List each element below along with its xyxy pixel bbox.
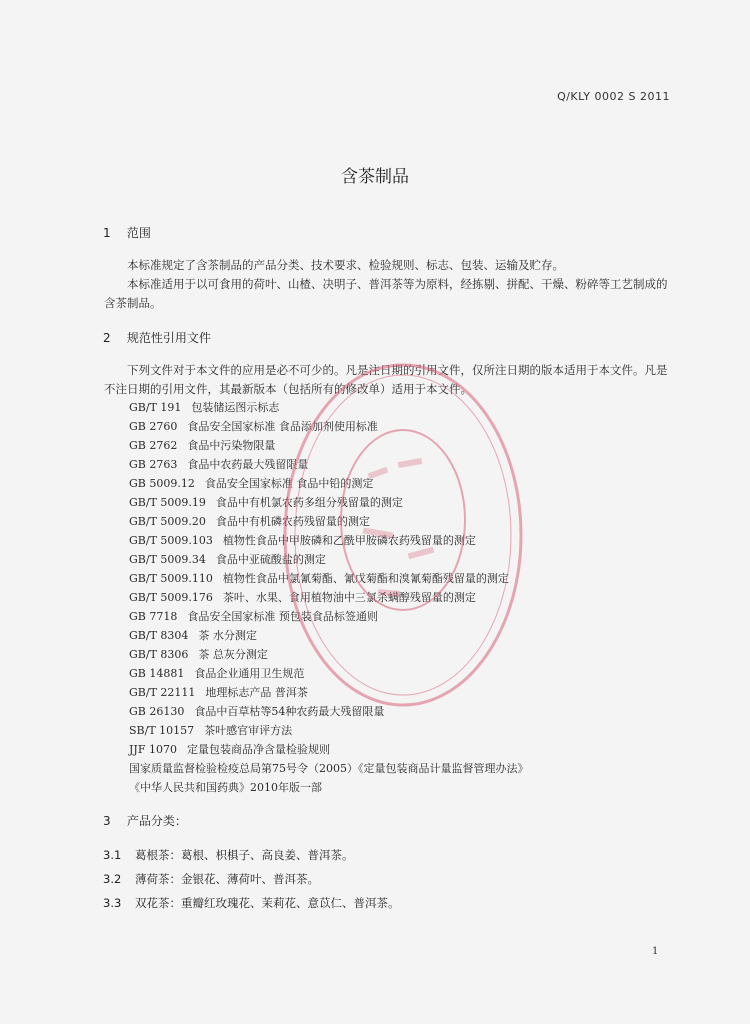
scope-paragraph-1: [104, 256, 671, 275]
reference-code: GB/T 5009.103: [129, 534, 213, 547]
classification-text: 双花茶：重瓣红玫瑰花、茉莉花、意苡仁、普洱茶。: [135, 896, 400, 910]
reference-title: 地理标志产品 普洱茶: [205, 686, 308, 699]
document-title: 含茶制品: [341, 167, 409, 187]
reference-title: 食品安全国家标准 食品添加剂使用标准: [187, 420, 378, 433]
reference-code: JJF 1070: [129, 743, 177, 756]
reference-code: GB 5009.12: [129, 477, 195, 490]
reference-code: GB/T 8304: [129, 629, 189, 642]
reference-extra-text: 《中华人民共和国药典》2010年版一部: [129, 781, 322, 794]
reference-title: 植物性食品中氯氰菊酯、氰戊菊酯和溴氰菊酯残留量的测定: [222, 572, 509, 585]
reference-title: 食品中有机氯农药多组分残留量的测定: [215, 496, 403, 509]
section-3-heading: [103, 812, 187, 829]
reference-item: [129, 626, 529, 645]
reference-code: GB 14881: [129, 667, 185, 680]
reference-extra: [129, 778, 529, 797]
section-title: 产品分类：: [126, 814, 187, 828]
classification-number: 3.2: [103, 872, 122, 886]
reference-item: [129, 683, 529, 702]
reference-item: [129, 569, 529, 588]
reference-title: 食品中有机磷农药残留量的测定: [215, 515, 370, 528]
reference-title: 茶叶感官审评方法: [204, 724, 293, 737]
reference-code: GB 2762: [129, 439, 178, 452]
reference-item: [129, 512, 529, 531]
reference-title: 食品中百草枯等54种农药最大残留限量: [194, 705, 385, 718]
reference-title: 食品安全国家标准 食品中铅的测定: [204, 477, 374, 490]
reference-code: GB 2760: [129, 420, 178, 433]
reference-code: GB/T 5009.176: [129, 591, 213, 604]
classification-item: [103, 871, 319, 887]
reference-code: GB 26130: [129, 705, 185, 718]
reference-item: [129, 398, 529, 417]
standard-code: Q/KLY 0002 S 2011: [557, 90, 670, 103]
reference-list: [129, 398, 529, 797]
reference-code: GB/T 5009.20: [129, 515, 206, 528]
reference-code: GB/T 191: [129, 401, 182, 414]
reference-title: 茶 总灰分测定: [198, 648, 268, 661]
section-number: 3: [103, 814, 111, 828]
reference-item: [129, 702, 529, 721]
classification-item: [103, 847, 354, 863]
reference-item: [129, 531, 529, 550]
reference-item: [129, 721, 529, 740]
section-2-heading: [103, 329, 211, 346]
reference-title: 包装储运图示标志: [191, 401, 280, 414]
section-number: 2: [103, 331, 111, 345]
reference-item: [129, 607, 529, 626]
reference-item: [129, 436, 529, 455]
reference-title: 茶叶、水果、食用植物油中三氯杀螨醇残留量的测定: [222, 591, 476, 604]
section-title: 规范性引用文件: [126, 331, 211, 345]
reference-item: [129, 664, 529, 683]
reference-title: 定量包装商品净含量检验规则: [186, 743, 330, 756]
reference-code: GB/T 5009.110: [129, 572, 213, 585]
reference-extra: [129, 759, 529, 778]
reference-title: 食品中农药最大残留限量: [187, 458, 309, 471]
reference-title: 食品企业通用卫生规范: [194, 667, 305, 680]
reference-code: GB 7718: [129, 610, 178, 623]
reference-item: [129, 474, 529, 493]
classification-number: 3.3: [103, 896, 122, 910]
reference-title: 食品中亚硫酸盐的测定: [215, 553, 326, 566]
section-1-heading: [103, 224, 151, 241]
section-number: 1: [103, 226, 111, 240]
reference-item: [129, 417, 529, 436]
scope-text-1: 本标准规定了含茶制品的产品分类、技术要求、检验规则、标志、包装、运输及贮存。: [127, 258, 564, 272]
reference-code: GB/T 22111: [129, 686, 196, 699]
classification-item: [103, 895, 400, 911]
reference-item: [129, 588, 529, 607]
page-number: 1: [652, 946, 659, 957]
reference-item: [129, 493, 529, 512]
reference-code: SB/T 10157: [129, 724, 195, 737]
reference-code: GB/T 5009.34: [129, 553, 206, 566]
reference-item: [129, 645, 529, 664]
reference-title: 食品安全国家标准 预包装食品标签通则: [187, 610, 378, 623]
normative-intro: [104, 361, 671, 399]
reference-code: GB 2763: [129, 458, 178, 471]
classification-text: 葛根茶：葛根、枳椇子、高良姜、普洱茶。: [135, 848, 354, 862]
reference-item: [129, 550, 529, 569]
reference-title: 植物性食品中甲胺磷和乙酰甲胺磷农药残留量的测定: [222, 534, 476, 547]
reference-title: 茶 水分测定: [198, 629, 257, 642]
reference-item: [129, 740, 529, 759]
scope-text-2: 本标准适用于以可食用的荷叶、山楂、决明子、普洱茶等为原料，经拣剔、拼配、干燥、粉碎等工艺制成的含茶制品。: [104, 277, 668, 310]
classification-number: 3.1: [103, 848, 122, 862]
reference-item: [129, 455, 529, 474]
section-title: 范围: [126, 226, 151, 240]
reference-code: GB/T 5009.19: [129, 496, 206, 509]
reference-code: GB/T 8306: [129, 648, 189, 661]
reference-extra-text: 国家质量监督检验检疫总局第75号令（2005）《定量包装商品计量监督管理办法》: [129, 762, 529, 775]
normative-intro-text: 下列文件对于本文件的应用是必不可少的。凡是注日期的引用文件，仅所注日期的版本适用于本文件。凡是不注日期的引用文件，其最新版本（包括所有的修改单）适用于本文件。: [104, 363, 668, 396]
reference-title: 食品中污染物限量: [187, 439, 276, 452]
scope-paragraph-2: [104, 275, 671, 313]
classification-text: 薄荷茶：金银花、薄荷叶、普洱茶。: [135, 872, 319, 886]
